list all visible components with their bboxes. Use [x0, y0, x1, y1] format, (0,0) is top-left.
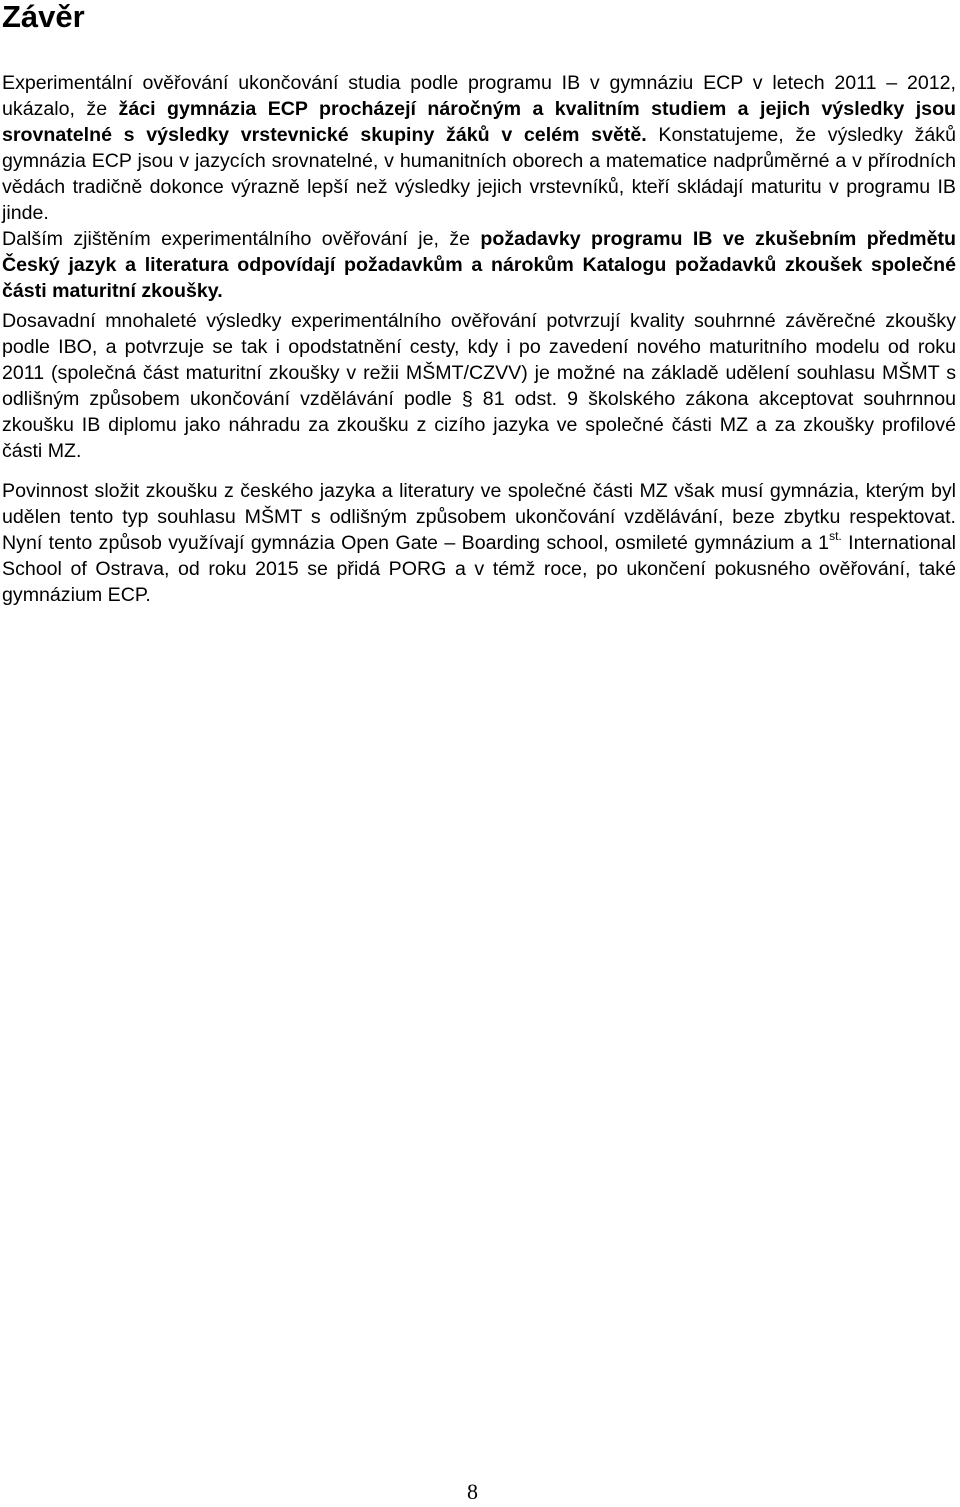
section-heading: Závěr	[2, 0, 85, 34]
paragraph-text: Povinnost složit zkoušku z českého jazyka a literatury ve společné části MZ však musí gymnázia, kterým byl udělen tento typ souhlasu MŠMT s odlišným způsobem ukončování vzdělávání, beze zbytku respektovat. Nyní tento způsob využívají gymnázia Open Gate – Boarding school, osmileté gymnázium a 1	[2, 480, 956, 554]
paragraph-obligation	[2, 478, 956, 608]
paragraph-text: Dosavadní mnohaleté výsledky experimentálního ověřování potvrzují kvality souhrnné závěrečné zkoušky podle IBO, a potvrzuje se tak i opodstatnění cesty, kdy i po zavedení nového maturitního modelu od roku 2011 (společná část maturitní zkoušky v režii MŠMT/CZVV) je možné na základě udělení souhlasu MŠMT s odlišným způsobem ukončování vzdělávání podle § 81 odst. 9 školského zákona akceptovat souhrnnou zkoušku IB diplomu jako náhradu za zkoušku z cizího jazyka ve společné části MZ a za zkoušky profilové části MZ.	[2, 310, 956, 462]
paragraph-czech-language-requirements	[2, 226, 956, 304]
ordinal-superscript: st.	[829, 529, 842, 543]
paragraph-text: Experimentální ověřování ukončování studia podle programu IB v gymnáziu ECP v letech 2011 – 2012, ukázalo, že	[2, 72, 956, 120]
paragraph-results-comparison	[2, 70, 956, 226]
paragraph-long-term-results	[2, 308, 956, 464]
body-text	[2, 70, 956, 612]
paragraph-text: Konstatujeme, že výsledky žáků gymnázia ECP jsou v jazycích srovnatelné, v humanitních oborech a matematice nadprůměrné a v přírodních vědách tradičně dokonce výrazně lepší než výsledky jejich vrstevníků, kteří skládají maturitu v programu IB jinde.	[2, 124, 956, 224]
paragraph-text: International School of Ostrava, od roku 2015 se přidá PORG a v témž roce, po ukončení pokusného ověřování, také gymnázium ECP.	[2, 532, 956, 606]
page-number: 8	[467, 1479, 478, 1504]
paragraph-bold-text: požadavky programu IB ve zkušebním předmětu Český jazyk a literatura odpovídají požadavkům a nárokům Katalogu požadavků zkoušek společné části maturitní zkoušky.	[2, 228, 956, 302]
paragraph-text: Dalším zjištěním experimentálního ověřování je, že	[2, 228, 481, 250]
paragraph-bold-text: žáci gymnázia ECP procházejí náročným a kvalitním studiem a jejich výsledky jsou srovnatelné s výsledky vrstevnické skupiny žáků v celém světě.	[2, 98, 957, 146]
